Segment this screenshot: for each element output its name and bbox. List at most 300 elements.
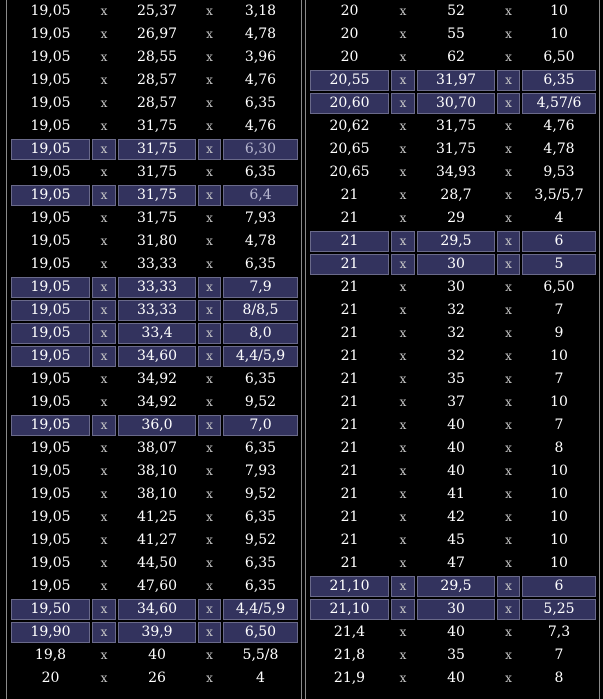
times-separator: x xyxy=(206,73,213,87)
thickness-cell: 9,52 xyxy=(244,532,277,548)
outer-diameter-cell: 39,9 xyxy=(118,622,196,643)
table-row xyxy=(7,161,301,184)
table-row xyxy=(306,644,599,667)
thickness-cell: 7,93 xyxy=(244,463,277,479)
inner-diameter-cell: 21 xyxy=(340,279,359,295)
table-row xyxy=(306,115,599,138)
times-separator: x xyxy=(391,254,415,275)
times-separator: x xyxy=(92,185,116,206)
times-separator: x xyxy=(505,372,512,386)
times-separator: x xyxy=(198,300,221,321)
times-separator: x xyxy=(206,372,213,386)
outer-diameter-cell: 38,07 xyxy=(136,440,178,456)
outer-diameter-cell: 33,33 xyxy=(118,277,196,298)
inner-diameter-cell: 20 xyxy=(340,3,359,19)
outer-diameter-cell: 28,57 xyxy=(136,72,178,88)
table-row xyxy=(7,92,301,115)
times-separator: x xyxy=(399,395,407,409)
times-separator: x xyxy=(100,556,108,570)
times-separator: x xyxy=(505,326,512,340)
times-separator: x xyxy=(198,277,221,298)
inner-diameter-cell: 21 xyxy=(340,325,359,341)
table-row xyxy=(306,69,599,92)
times-separator: x xyxy=(399,556,407,570)
times-separator: x xyxy=(391,599,415,620)
outer-diameter-cell: 28,55 xyxy=(136,49,178,65)
outer-diameter-cell: 35 xyxy=(447,647,465,663)
table-row xyxy=(306,460,599,483)
times-separator: x xyxy=(505,188,512,202)
times-separator: x xyxy=(505,280,512,294)
times-separator: x xyxy=(206,96,213,110)
times-separator: x xyxy=(497,70,520,91)
outer-diameter-cell: 32 xyxy=(447,325,465,341)
thickness-cell: 4,76 xyxy=(244,118,277,134)
inner-diameter-cell: 21 xyxy=(310,254,389,275)
times-separator: x xyxy=(198,415,221,436)
outer-diameter-cell: 33,33 xyxy=(118,300,196,321)
outer-diameter-cell: 30 xyxy=(447,279,465,295)
outer-diameter-cell: 40 xyxy=(447,417,465,433)
table-row xyxy=(306,345,599,368)
times-separator: x xyxy=(198,346,221,367)
times-separator: x xyxy=(92,300,116,321)
times-separator: x xyxy=(505,395,512,409)
table-row xyxy=(7,552,301,575)
outer-diameter-cell: 62 xyxy=(447,49,465,65)
times-separator: x xyxy=(391,576,415,597)
outer-diameter-cell: 34,60 xyxy=(118,599,196,620)
thickness-cell: 6 xyxy=(522,231,596,252)
table-row xyxy=(306,506,599,529)
thickness-cell: 4,57/6 xyxy=(522,93,596,114)
times-separator: x xyxy=(206,464,213,478)
times-separator: x xyxy=(505,349,512,363)
times-separator: x xyxy=(505,441,512,455)
thickness-cell: 6,50 xyxy=(223,622,298,643)
times-separator: x xyxy=(198,599,221,620)
times-separator: x xyxy=(206,119,213,133)
inner-diameter-cell: 19,05 xyxy=(30,440,71,456)
outer-diameter-cell: 34,93 xyxy=(435,164,477,180)
inner-diameter-cell: 19,05 xyxy=(30,486,71,502)
times-separator: x xyxy=(399,27,407,41)
times-separator: x xyxy=(399,441,407,455)
outer-diameter-cell: 34,92 xyxy=(136,371,178,387)
outer-diameter-cell: 31,97 xyxy=(417,70,495,91)
thickness-cell: 10 xyxy=(550,509,568,525)
table-row xyxy=(306,667,599,690)
table-row xyxy=(7,276,301,299)
inner-diameter-cell: 19,05 xyxy=(11,277,90,298)
times-separator: x xyxy=(505,165,512,179)
times-separator: x xyxy=(399,211,407,225)
inner-diameter-cell: 19,05 xyxy=(30,463,71,479)
times-separator: x xyxy=(505,418,512,432)
times-separator: x xyxy=(100,510,108,524)
table-row xyxy=(7,414,301,437)
inner-diameter-cell: 20,55 xyxy=(310,70,389,91)
inner-diameter-cell: 19,05 xyxy=(30,578,71,594)
inner-diameter-cell: 19,05 xyxy=(30,210,71,226)
inner-diameter-cell: 21 xyxy=(340,555,359,571)
thickness-cell: 6,35 xyxy=(522,70,596,91)
times-separator: x xyxy=(505,648,512,662)
times-separator: x xyxy=(100,27,108,41)
inner-diameter-cell: 19,05 xyxy=(11,300,90,321)
outer-diameter-cell: 32 xyxy=(447,302,465,318)
times-separator: x xyxy=(505,487,512,501)
outer-diameter-cell: 47,60 xyxy=(136,578,178,594)
times-separator: x xyxy=(497,254,520,275)
times-separator: x xyxy=(198,185,221,206)
outer-diameter-cell: 30 xyxy=(417,254,495,275)
times-separator: x xyxy=(92,346,116,367)
table-row xyxy=(7,115,301,138)
table-row xyxy=(7,345,301,368)
inner-diameter-cell: 20,60 xyxy=(310,93,389,114)
outer-diameter-cell: 37 xyxy=(447,394,465,410)
outer-diameter-cell: 25,37 xyxy=(136,3,178,19)
outer-diameter-cell: 35 xyxy=(447,371,465,387)
outer-diameter-cell: 31,75 xyxy=(136,210,178,226)
thickness-cell: 6,30 xyxy=(223,139,298,160)
table-row xyxy=(306,230,599,253)
times-separator: x xyxy=(100,579,108,593)
times-separator: x xyxy=(399,326,407,340)
times-separator: x xyxy=(92,323,116,344)
table-row xyxy=(7,69,301,92)
inner-diameter-cell: 21 xyxy=(340,486,359,502)
outer-diameter-cell: 44,50 xyxy=(136,555,178,571)
times-separator: x xyxy=(505,142,512,156)
times-separator: x xyxy=(399,165,407,179)
table-row xyxy=(7,23,301,46)
outer-diameter-cell: 29,5 xyxy=(417,576,495,597)
inner-diameter-cell: 19,05 xyxy=(30,3,71,19)
table-row xyxy=(7,460,301,483)
outer-diameter-cell: 40 xyxy=(148,647,166,663)
times-separator: x xyxy=(92,599,116,620)
table-row xyxy=(306,23,599,46)
times-separator: x xyxy=(206,579,213,593)
times-separator: x xyxy=(100,533,108,547)
table-row xyxy=(306,437,599,460)
thickness-cell: 6,35 xyxy=(244,509,277,525)
outer-diameter-cell: 28,57 xyxy=(136,95,178,111)
inner-diameter-cell: 20 xyxy=(340,49,359,65)
times-separator: x xyxy=(399,464,407,478)
thickness-cell: 4,76 xyxy=(543,118,575,134)
times-separator: x xyxy=(399,418,407,432)
thickness-cell: 7,3 xyxy=(547,624,571,640)
thickness-cell: 4,4/5,9 xyxy=(223,346,298,367)
outer-diameter-cell: 29,5 xyxy=(417,231,495,252)
times-separator: x xyxy=(92,277,116,298)
times-separator: x xyxy=(198,622,221,643)
inner-diameter-cell: 19,05 xyxy=(11,185,90,206)
outer-diameter-cell: 36,0 xyxy=(118,415,196,436)
thickness-cell: 6,35 xyxy=(244,555,277,571)
outer-diameter-cell: 47 xyxy=(447,555,465,571)
thickness-cell: 4,78 xyxy=(244,26,277,42)
inner-diameter-cell: 21 xyxy=(340,348,359,364)
inner-diameter-cell: 20,65 xyxy=(329,141,370,157)
times-separator: x xyxy=(505,464,512,478)
thickness-cell: 6,50 xyxy=(543,49,575,65)
times-separator: x xyxy=(206,211,213,225)
times-separator: x xyxy=(399,119,407,133)
inner-diameter-cell: 19,05 xyxy=(30,371,71,387)
thickness-cell: 3,18 xyxy=(244,3,277,19)
table-row xyxy=(7,322,301,345)
inner-diameter-cell: 19,90 xyxy=(11,622,90,643)
times-separator: x xyxy=(100,165,108,179)
inner-diameter-cell: 21,8 xyxy=(333,647,366,663)
table-row xyxy=(306,621,599,644)
thickness-cell: 6 xyxy=(522,576,596,597)
table-row xyxy=(306,138,599,161)
inner-diameter-cell: 19,05 xyxy=(30,26,71,42)
times-separator: x xyxy=(497,93,520,114)
inner-diameter-cell: 20 xyxy=(41,670,60,686)
inner-diameter-cell: 19,05 xyxy=(11,323,90,344)
thickness-cell: 8/8,5 xyxy=(223,300,298,321)
table-row xyxy=(306,322,599,345)
times-separator: x xyxy=(505,119,512,133)
times-separator: x xyxy=(100,257,108,271)
times-separator: x xyxy=(399,372,407,386)
times-separator: x xyxy=(391,231,415,252)
outer-diameter-cell: 38,10 xyxy=(136,463,178,479)
outer-diameter-cell: 41 xyxy=(447,486,465,502)
outer-diameter-cell: 31,75 xyxy=(118,185,196,206)
outer-diameter-cell: 30,70 xyxy=(417,93,495,114)
times-separator: x xyxy=(505,671,512,685)
thickness-cell: 9,52 xyxy=(244,394,277,410)
times-separator: x xyxy=(505,50,512,64)
inner-diameter-cell: 19,05 xyxy=(30,164,71,180)
table-row xyxy=(306,391,599,414)
outer-diameter-cell: 32 xyxy=(447,348,465,364)
table-row xyxy=(306,207,599,230)
thickness-cell: 4,76 xyxy=(244,72,277,88)
outer-diameter-cell: 41,27 xyxy=(136,532,178,548)
times-separator: x xyxy=(206,50,213,64)
inner-diameter-cell: 19,05 xyxy=(30,532,71,548)
times-separator: x xyxy=(206,234,213,248)
outer-diameter-cell: 31,75 xyxy=(435,118,477,134)
times-separator: x xyxy=(399,303,407,317)
outer-diameter-cell: 45 xyxy=(447,532,465,548)
table-row xyxy=(7,230,301,253)
table-row xyxy=(306,161,599,184)
inner-diameter-cell: 19,05 xyxy=(30,555,71,571)
left-column xyxy=(6,0,302,699)
inner-diameter-cell: 21,10 xyxy=(310,599,389,620)
inner-diameter-cell: 19,05 xyxy=(30,95,71,111)
outer-diameter-cell: 40 xyxy=(447,440,465,456)
inner-diameter-cell: 21 xyxy=(340,417,359,433)
table-row xyxy=(7,506,301,529)
times-separator: x xyxy=(100,234,108,248)
thickness-cell: 10 xyxy=(550,532,568,548)
times-separator: x xyxy=(198,139,221,160)
table-row xyxy=(306,368,599,391)
table-row xyxy=(306,483,599,506)
table-row xyxy=(306,414,599,437)
times-separator: x xyxy=(100,50,108,64)
times-separator: x xyxy=(505,27,512,41)
times-separator: x xyxy=(399,142,407,156)
times-separator: x xyxy=(399,648,407,662)
inner-diameter-cell: 19,05 xyxy=(30,394,71,410)
thickness-cell: 10 xyxy=(550,26,568,42)
thickness-cell: 10 xyxy=(550,555,568,571)
thickness-cell: 7,9 xyxy=(223,277,298,298)
thickness-cell: 5,5/8 xyxy=(242,647,279,663)
inner-diameter-cell: 21 xyxy=(340,532,359,548)
thickness-cell: 4,78 xyxy=(244,233,277,249)
times-separator: x xyxy=(100,96,108,110)
times-separator: x xyxy=(399,280,407,294)
thickness-cell: 10 xyxy=(550,3,568,19)
thickness-cell: 10 xyxy=(550,486,568,502)
inner-diameter-cell: 19,05 xyxy=(30,118,71,134)
times-separator: x xyxy=(399,510,407,524)
table-row xyxy=(7,483,301,506)
thickness-cell: 6,35 xyxy=(244,256,277,272)
times-separator: x xyxy=(505,625,512,639)
table-row xyxy=(306,552,599,575)
table-row xyxy=(7,437,301,460)
outer-diameter-cell: 26,97 xyxy=(136,26,178,42)
table-row xyxy=(7,299,301,322)
thickness-cell: 6,35 xyxy=(244,164,277,180)
outer-diameter-cell: 33,4 xyxy=(118,323,196,344)
times-separator: x xyxy=(100,441,108,455)
inner-diameter-cell: 21 xyxy=(340,210,359,226)
table-row xyxy=(7,184,301,207)
thickness-cell: 4,4/5,9 xyxy=(223,599,298,620)
times-separator: x xyxy=(100,119,108,133)
thickness-cell: 8,0 xyxy=(223,323,298,344)
times-separator: x xyxy=(206,533,213,547)
inner-diameter-cell: 19,05 xyxy=(11,346,90,367)
table-row xyxy=(306,184,599,207)
times-separator: x xyxy=(100,4,108,18)
thickness-cell: 7 xyxy=(554,647,564,663)
inner-diameter-cell: 19,05 xyxy=(30,49,71,65)
times-separator: x xyxy=(505,303,512,317)
thickness-cell: 4,78 xyxy=(543,141,575,157)
thickness-cell: 4 xyxy=(554,210,564,226)
times-separator: x xyxy=(497,231,520,252)
times-separator: x xyxy=(100,671,108,685)
times-separator: x xyxy=(399,533,407,547)
times-separator: x xyxy=(399,188,407,202)
times-separator: x xyxy=(206,648,213,662)
inner-diameter-cell: 21 xyxy=(340,440,359,456)
times-separator: x xyxy=(399,50,407,64)
outer-diameter-cell: 33,33 xyxy=(136,256,178,272)
outer-diameter-cell: 38,10 xyxy=(136,486,178,502)
table-row xyxy=(306,575,599,598)
times-separator: x xyxy=(399,349,407,363)
table-row xyxy=(7,138,301,161)
times-separator: x xyxy=(206,510,213,524)
thickness-cell: 8 xyxy=(554,670,564,686)
thickness-cell: 6,35 xyxy=(244,578,277,594)
table-row xyxy=(306,299,599,322)
outer-diameter-cell: 40 xyxy=(447,670,465,686)
thickness-cell: 7 xyxy=(554,417,564,433)
times-separator: x xyxy=(206,671,213,685)
times-separator: x xyxy=(391,93,415,114)
thickness-cell: 5 xyxy=(522,254,596,275)
table-row xyxy=(7,368,301,391)
table-row xyxy=(7,0,301,23)
thickness-cell: 6,50 xyxy=(543,279,575,295)
times-separator: x xyxy=(497,599,520,620)
table-row xyxy=(306,0,599,23)
table-row xyxy=(7,621,301,644)
table-row xyxy=(306,598,599,621)
inner-diameter-cell: 19,05 xyxy=(11,415,90,436)
outer-diameter-cell: 29 xyxy=(447,210,465,226)
thickness-cell: 7 xyxy=(554,371,564,387)
thickness-cell: 9 xyxy=(554,325,564,341)
table-row xyxy=(306,276,599,299)
thickness-cell: 8 xyxy=(554,440,564,456)
times-separator: x xyxy=(206,4,213,18)
times-separator: x xyxy=(505,510,512,524)
times-separator: x xyxy=(206,165,213,179)
outer-diameter-cell: 31,75 xyxy=(136,118,178,134)
times-separator: x xyxy=(100,487,108,501)
times-separator: x xyxy=(206,441,213,455)
inner-diameter-cell: 20 xyxy=(340,26,359,42)
thickness-cell: 7,93 xyxy=(244,210,277,226)
outer-diameter-cell: 55 xyxy=(447,26,465,42)
inner-diameter-cell: 21,4 xyxy=(333,624,366,640)
times-separator: x xyxy=(100,211,108,225)
times-separator: x xyxy=(206,27,213,41)
inner-diameter-cell: 21 xyxy=(310,231,389,252)
times-separator: x xyxy=(505,211,512,225)
inner-diameter-cell: 21 xyxy=(340,302,359,318)
inner-diameter-cell: 19,05 xyxy=(30,256,71,272)
times-separator: x xyxy=(206,487,213,501)
thickness-cell: 10 xyxy=(550,394,568,410)
times-separator: x xyxy=(399,487,407,501)
right-column xyxy=(305,0,600,699)
outer-diameter-cell: 34,92 xyxy=(136,394,178,410)
times-separator: x xyxy=(497,576,520,597)
thickness-cell: 6,35 xyxy=(244,440,277,456)
times-separator: x xyxy=(100,395,108,409)
outer-diameter-cell: 28,7 xyxy=(440,187,472,203)
inner-diameter-cell: 20,65 xyxy=(329,164,370,180)
outer-diameter-cell: 34,60 xyxy=(118,346,196,367)
outer-diameter-cell: 31,75 xyxy=(435,141,477,157)
inner-diameter-cell: 21,10 xyxy=(310,576,389,597)
times-separator: x xyxy=(100,73,108,87)
times-separator: x xyxy=(391,70,415,91)
outer-diameter-cell: 30 xyxy=(417,599,495,620)
table-row xyxy=(7,391,301,414)
inner-diameter-cell: 19,05 xyxy=(30,72,71,88)
